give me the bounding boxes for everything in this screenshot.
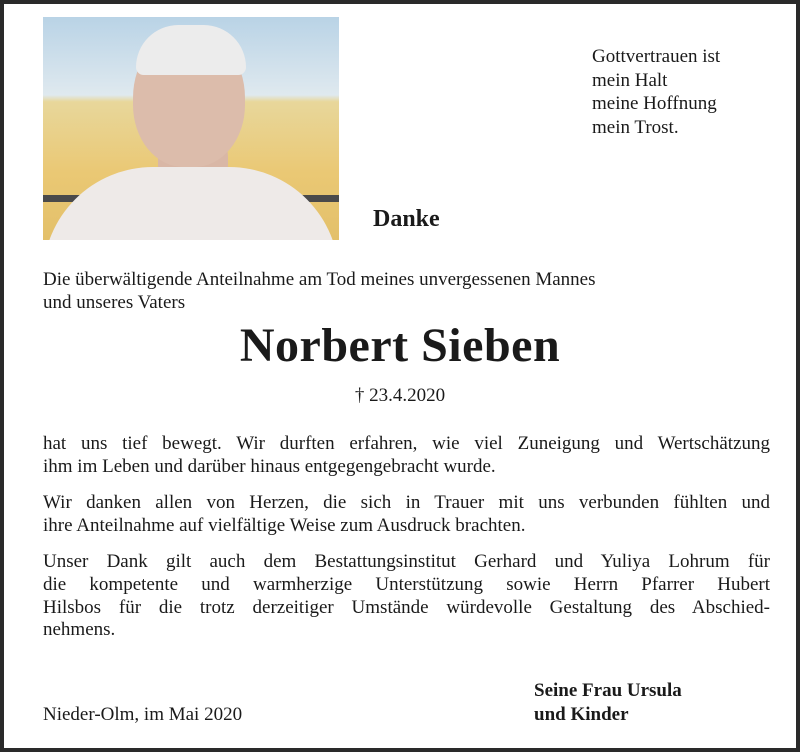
signature-line: und Kinder (534, 704, 629, 725)
signature-line: Seine Frau Ursula (534, 680, 682, 701)
death-date: † 23.4.2020 (354, 385, 446, 406)
text-line: hat uns tief bewegt. Wir durften erfahren, wie viel Zuneigung und Wertschätzung (43, 433, 770, 454)
motto-verse (592, 45, 720, 139)
motto-line: meine Hoffnung (592, 93, 717, 114)
text-line: nehmens. (43, 619, 116, 641)
motto-line: mein Trost. (592, 116, 679, 138)
deceased-name: Norbert Sieben (239, 319, 561, 372)
motto-line: Gottvertrauen ist (592, 46, 721, 67)
intro-line: Die überwältigende Anteilnahme am Tod meines unvergessenen Mannes (43, 269, 596, 290)
text-line: ihre Anteilnahme auf vielfältige Weise zum Ausdruck brachten. (43, 514, 526, 536)
place-date: Nieder-Olm, im Mai 2020 (43, 704, 243, 725)
paragraph (43, 492, 770, 537)
body-text (43, 433, 770, 656)
intro-line: und unseres Vaters (43, 292, 186, 313)
text-line: Wir danken allen von Herzen, die sich in Trauer mit uns verbunden fühlten und (43, 492, 770, 514)
heading: Danke (373, 206, 440, 232)
text-line: die kompetente und warmherzige Unterstützung sowie Herrn Pfarrer Hubert (43, 573, 770, 595)
paragraph (43, 433, 770, 478)
text-line: Hilsbos für die trotz derzeitiger Umstände würdevolle Gestaltung des Abschied- (43, 596, 770, 618)
text-line: Unser Dank gilt auch dem Bestattungsinstitut Gerhard und Yuliya Lohrum für (43, 551, 770, 573)
signature (534, 679, 682, 727)
paragraph (43, 551, 770, 641)
motto-line: mein Halt (592, 69, 668, 91)
portrait-photo (43, 17, 339, 240)
text-line: ihm im Leben und darüber hinaus entgegengebracht wurde. (43, 455, 496, 477)
intro-text (43, 268, 733, 314)
